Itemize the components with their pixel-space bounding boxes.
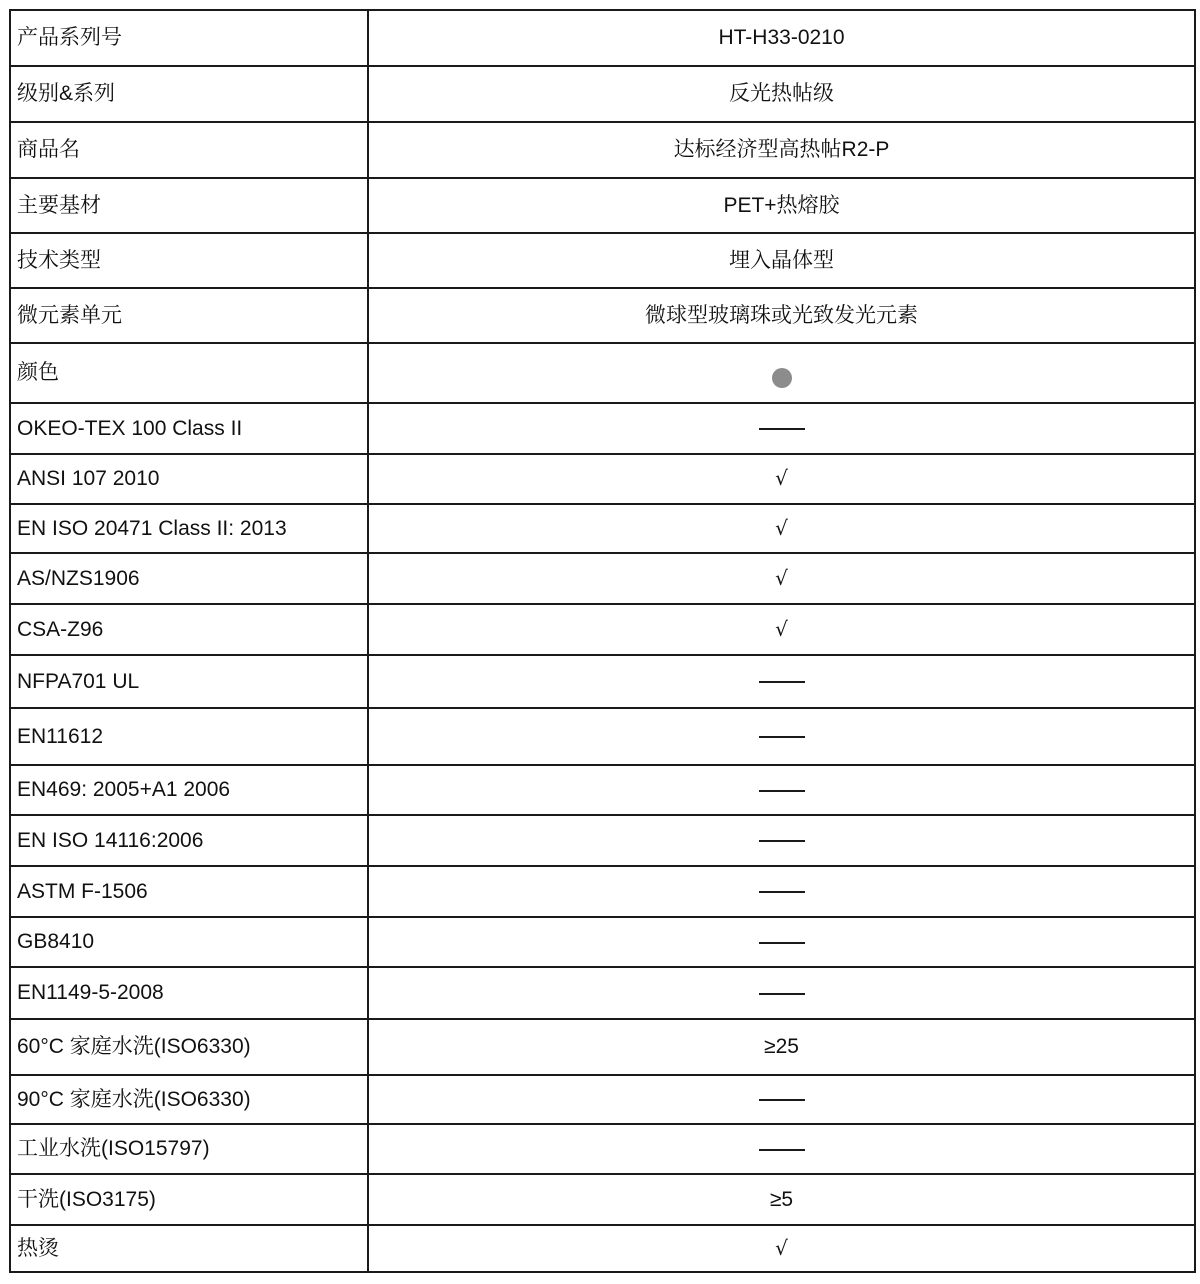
value-text: ≥5 <box>769 1187 794 1211</box>
table-row <box>10 1124 1195 1174</box>
color-swatch-icon <box>772 368 792 388</box>
value-text: 达标经济型高热帖R2-P <box>673 138 890 162</box>
row-value <box>368 553 1195 604</box>
row-value <box>368 122 1195 178</box>
row-value <box>368 1225 1195 1272</box>
row-value <box>368 866 1195 917</box>
row-label: OKEO-TEX 100 Class II <box>10 403 368 454</box>
not-applicable-dash <box>759 681 805 683</box>
table-row <box>10 1019 1195 1075</box>
not-applicable-dash <box>759 1099 805 1101</box>
row-value <box>368 967 1195 1019</box>
table-row <box>10 66 1195 122</box>
row-label: AS/NZS1906 <box>10 553 368 604</box>
value-text: PET+热熔胶 <box>723 193 840 217</box>
table-row <box>10 10 1195 66</box>
not-applicable-dash <box>759 942 805 944</box>
table-row <box>10 178 1195 233</box>
row-value <box>368 178 1195 233</box>
row-value <box>368 66 1195 122</box>
table-row <box>10 1075 1195 1124</box>
row-label: 商品名 <box>10 122 368 178</box>
row-value <box>368 10 1195 66</box>
row-value <box>368 917 1195 967</box>
row-label: 技术类型 <box>10 233 368 288</box>
row-value <box>368 233 1195 288</box>
spec-table <box>9 9 1196 1273</box>
table-row <box>10 343 1195 403</box>
row-value <box>368 504 1195 553</box>
table-row <box>10 604 1195 655</box>
row-label: 干洗(ISO3175) <box>10 1174 368 1225</box>
not-applicable-dash <box>759 840 805 842</box>
row-value <box>368 403 1195 454</box>
row-value <box>368 765 1195 815</box>
not-applicable-dash <box>759 891 805 893</box>
row-label: 颜色 <box>10 343 368 403</box>
spec-table-body <box>10 10 1195 1272</box>
check-mark: √ <box>775 466 788 491</box>
row-label: 90°C 家庭水洗(ISO6330) <box>10 1075 368 1124</box>
row-value <box>368 1174 1195 1225</box>
row-value <box>368 343 1195 403</box>
check-mark: √ <box>775 1235 788 1260</box>
table-row <box>10 655 1195 708</box>
table-row <box>10 1225 1195 1272</box>
check-mark: √ <box>775 515 788 540</box>
row-label: EN ISO 20471 Class II: 2013 <box>10 504 368 553</box>
value-text: 微球型玻璃珠或光致发光元素 <box>645 303 918 327</box>
row-label: EN469: 2005+A1 2006 <box>10 765 368 815</box>
table-row <box>10 288 1195 343</box>
row-label: EN ISO 14116:2006 <box>10 815 368 866</box>
row-value <box>368 604 1195 655</box>
row-label: 热烫 <box>10 1225 368 1272</box>
table-row <box>10 122 1195 178</box>
row-value <box>368 1019 1195 1075</box>
table-row <box>10 553 1195 604</box>
row-label: CSA-Z96 <box>10 604 368 655</box>
table-row <box>10 454 1195 504</box>
row-label: EN11612 <box>10 708 368 765</box>
not-applicable-dash <box>759 790 805 792</box>
table-row <box>10 866 1195 917</box>
table-row <box>10 233 1195 288</box>
not-applicable-dash <box>759 428 805 430</box>
row-value <box>368 708 1195 765</box>
table-row <box>10 708 1195 765</box>
row-label: EN1149-5-2008 <box>10 967 368 1019</box>
value-text: ≥25 <box>764 1035 799 1059</box>
row-value <box>368 815 1195 866</box>
row-value <box>368 655 1195 708</box>
not-applicable-dash <box>759 993 805 995</box>
row-label: ASTM F-1506 <box>10 866 368 917</box>
table-row <box>10 765 1195 815</box>
table-row <box>10 815 1195 866</box>
row-value <box>368 1124 1195 1174</box>
check-mark: √ <box>775 616 788 641</box>
row-value <box>368 1075 1195 1124</box>
value-text: 埋入晶体型 <box>729 248 834 272</box>
table-row <box>10 504 1195 553</box>
row-label: NFPA701 UL <box>10 655 368 708</box>
not-applicable-dash <box>759 1149 805 1151</box>
row-label: 工业水洗(ISO15797) <box>10 1124 368 1174</box>
row-label: 主要基材 <box>10 178 368 233</box>
row-label: 产品系列号 <box>10 10 368 66</box>
not-applicable-dash <box>759 736 805 738</box>
row-value <box>368 454 1195 504</box>
row-value <box>368 288 1195 343</box>
row-label: ANSI 107 2010 <box>10 454 368 504</box>
table-row <box>10 967 1195 1019</box>
value-text: HT-H33-0210 <box>718 26 845 50</box>
check-mark: √ <box>775 565 788 590</box>
row-label: 60°C 家庭水洗(ISO6330) <box>10 1019 368 1075</box>
table-row <box>10 403 1195 454</box>
table-row <box>10 1174 1195 1225</box>
value-text: 反光热帖级 <box>729 82 834 106</box>
row-label: 微元素单元 <box>10 288 368 343</box>
row-label: GB8410 <box>10 917 368 967</box>
table-row <box>10 917 1195 967</box>
row-label: 级别&系列 <box>10 66 368 122</box>
